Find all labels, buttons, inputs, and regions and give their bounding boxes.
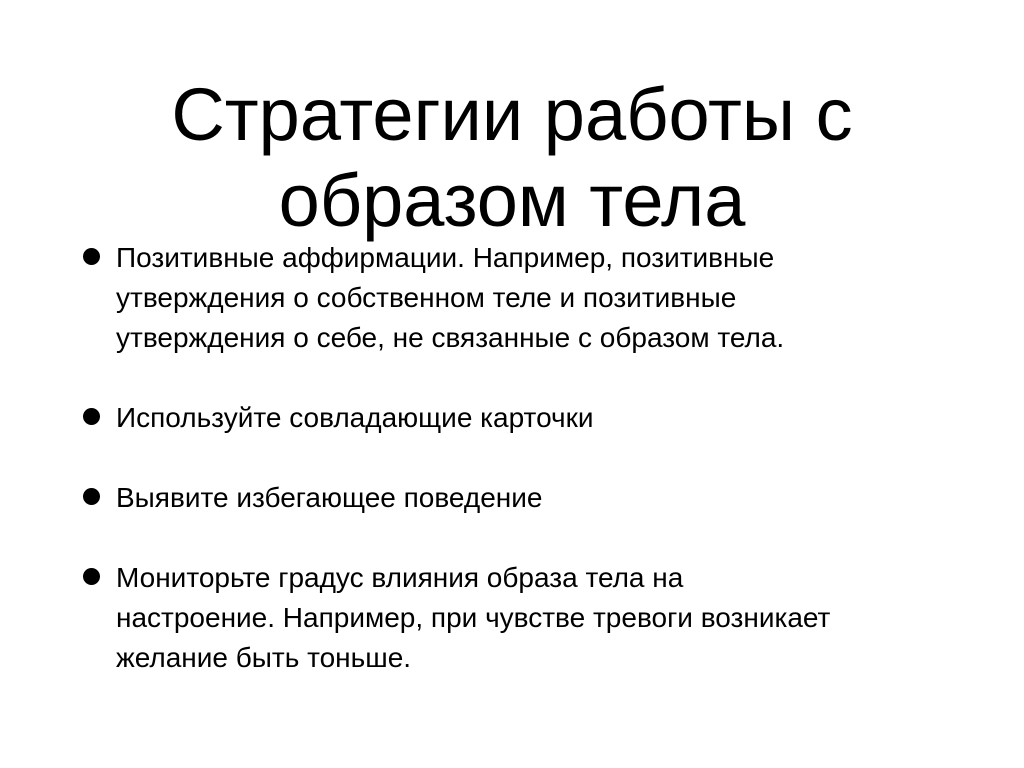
bullet-dot-icon: [83, 408, 100, 425]
bullet-item-monitoring: [80, 558, 960, 678]
bullet-item-avoidance: [80, 478, 960, 518]
bullet-text-line: Используйте совладающие карточки: [116, 402, 594, 433]
bullet-text-line: настроение. Например, при чувстве тревоги возникает: [116, 602, 831, 633]
bullet-text-line: утверждения о себе, не связанные с образом тела.: [116, 322, 785, 353]
bullet-item-coping-cards: [80, 398, 960, 438]
slide-title-line-1: Стратегии работы с: [171, 72, 853, 156]
bullet-text-line: Мониторьте градус влияния образа тела на: [116, 562, 684, 593]
bullet-text-line: утверждения о собственном теле и позитивные: [116, 282, 737, 313]
slide-title: [60, 72, 964, 244]
bullet-item-affirmations: [80, 238, 960, 358]
bullet-text-line: Выявите избегающее поведение: [116, 482, 543, 513]
bullet-text-line: желание быть тоньше.: [116, 642, 412, 673]
bullet-list: [80, 238, 960, 718]
bullet-dot-icon: [83, 568, 100, 585]
bullet-dot-icon: [83, 248, 100, 265]
bullet-text-line: Позитивные аффирмации. Например, позитивные: [116, 242, 775, 273]
slide-title-line-2: образом тела: [278, 158, 746, 242]
bullet-dot-icon: [83, 488, 100, 505]
